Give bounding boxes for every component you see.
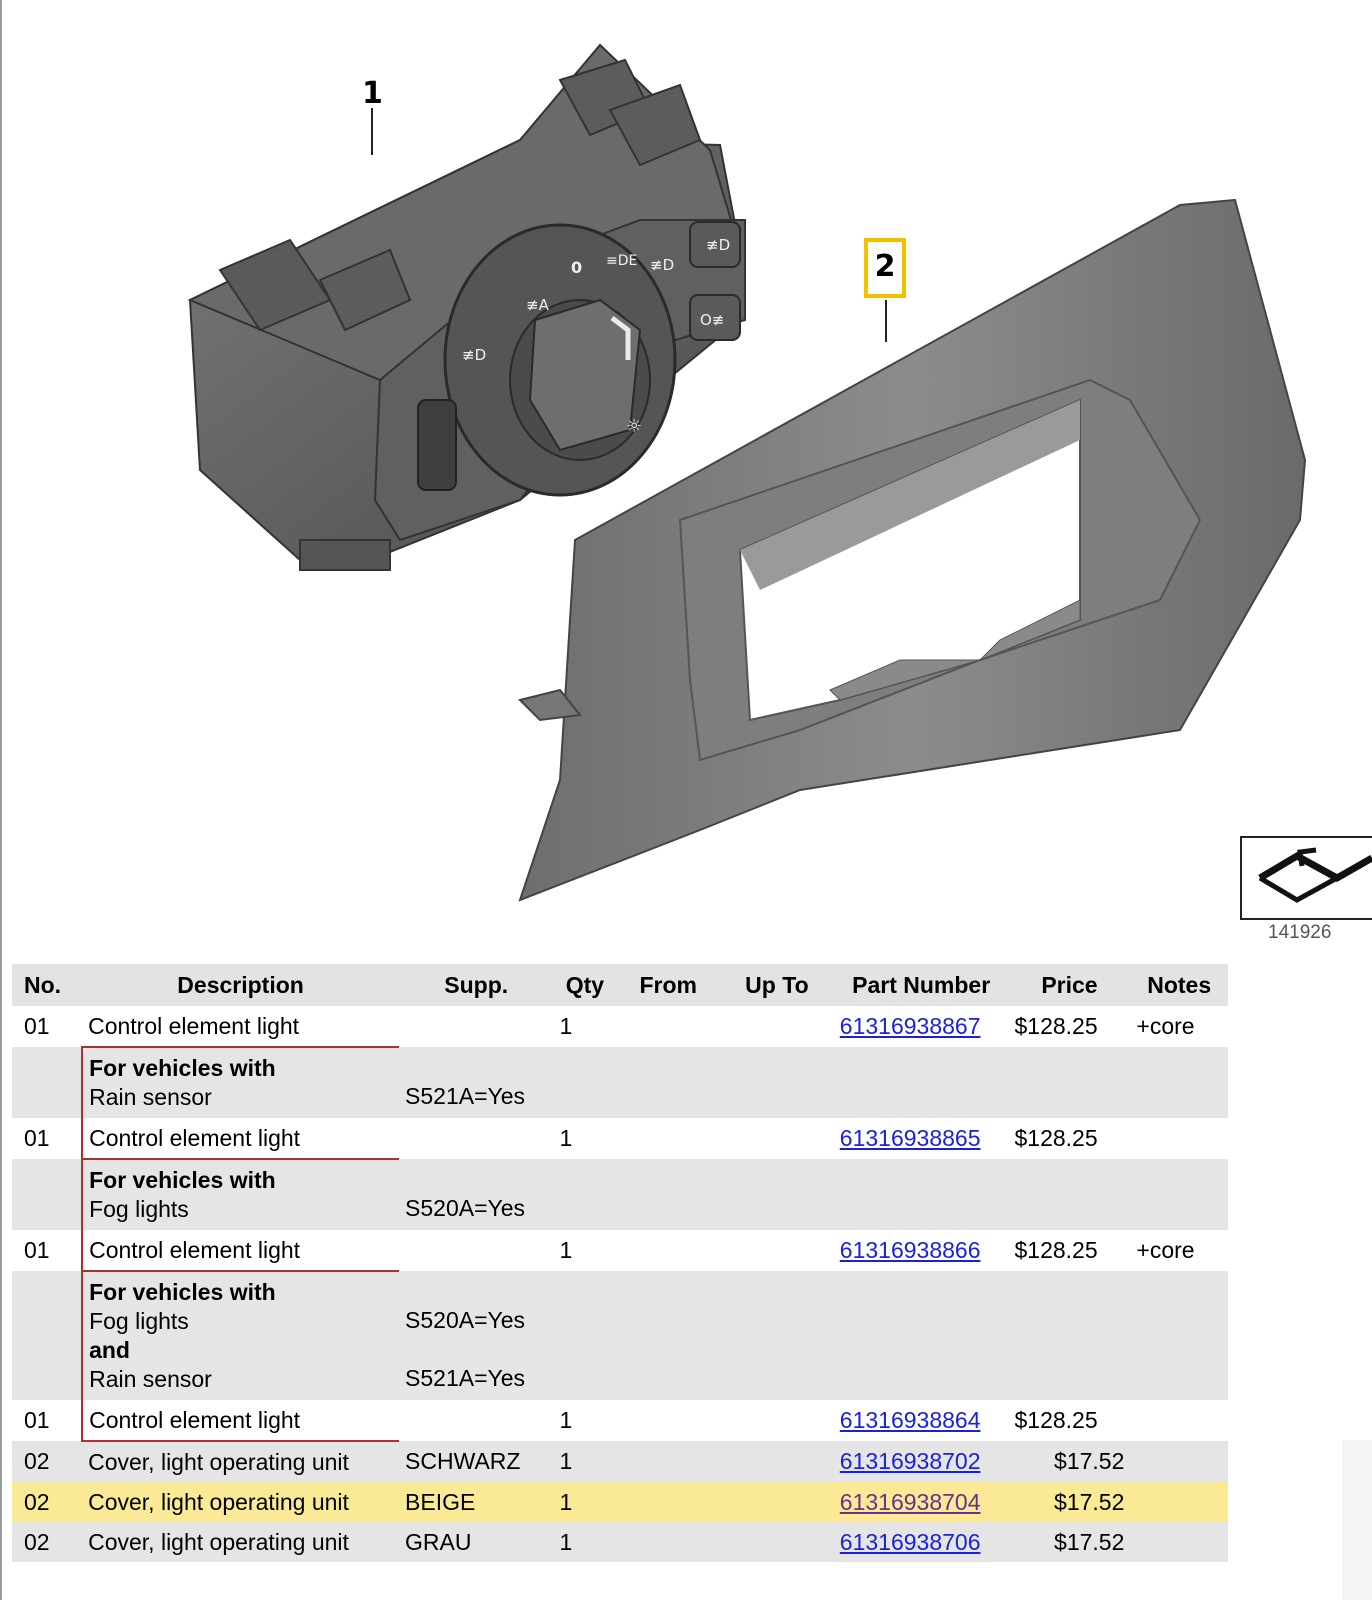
condition-feature: Rain sensor (89, 1084, 212, 1110)
condition-heading: For vehicles with (89, 1279, 276, 1305)
condition-code: S520A=Yes (405, 1307, 526, 1333)
cell-notes (1130, 1522, 1228, 1562)
cell-price: $17.52 (1009, 1441, 1131, 1482)
cell-part-number (834, 1441, 1009, 1482)
cell-description: Cover, light operating unit (82, 1482, 399, 1522)
cell-supp (399, 1230, 553, 1271)
low-beam-icon: ≢D (650, 256, 675, 274)
cell-notes (1130, 1118, 1228, 1159)
cell-part-number (834, 1230, 1009, 1271)
cell-from (616, 1400, 720, 1441)
switch-position-zero-label: 0 (571, 258, 583, 277)
cell-notes (1130, 1482, 1228, 1522)
cell-qty: 1 (553, 1441, 616, 1482)
cell-description: Cover, light operating unit (82, 1441, 399, 1482)
cell-notes (1130, 1400, 1228, 1441)
condition-description (82, 1047, 399, 1118)
cell-part-number (834, 1118, 1009, 1159)
part-number-link[interactable]: 61316938867 (839, 1013, 981, 1039)
cell-up-to (720, 1400, 834, 1441)
condition-codes (399, 1047, 553, 1118)
cell-description: Control element light (82, 1118, 399, 1159)
part-number-link[interactable]: 61316938702 (839, 1448, 981, 1474)
cell-supp: SCHWARZ (399, 1441, 553, 1482)
cell-qty: 1 (553, 1522, 616, 1562)
condition-codes (399, 1271, 553, 1400)
condition-code: S520A=Yes (405, 1195, 526, 1221)
condition-feature: Fog lights (89, 1308, 189, 1334)
cell-qty: 1 (553, 1118, 616, 1159)
cell-price: $128.25 (1009, 1118, 1131, 1159)
condition-joiner: and (89, 1337, 130, 1363)
cell-up-to (720, 1441, 834, 1482)
cell-no: 02 (12, 1522, 82, 1562)
cell-supp (399, 1400, 553, 1441)
column-header-notes: Notes (1130, 964, 1228, 1006)
condition-feature: Fog lights (89, 1196, 189, 1222)
cell-price: $128.25 (1009, 1230, 1131, 1271)
cell-description: Cover, light operating unit (82, 1522, 399, 1562)
navigation-arrow-button[interactable] (1240, 836, 1372, 920)
column-header-supp: Supp. (399, 964, 553, 1006)
cell-part-number (834, 1006, 1009, 1047)
table-row-highlighted[interactable] (12, 1482, 1228, 1522)
cell-no: 02 (12, 1441, 82, 1482)
dimmer-icon: ☼ (626, 416, 643, 437)
side-panel-edge (1342, 1440, 1372, 1600)
part-number-link[interactable]: 61316938704 (839, 1488, 981, 1515)
cell-qty: 1 (553, 1230, 616, 1271)
cell-up-to (720, 1482, 834, 1522)
cell-price: $17.52 (1009, 1482, 1131, 1522)
condition-row (12, 1271, 1228, 1400)
cell-no: 02 (12, 1482, 82, 1522)
condition-code: S521A=Yes (405, 1365, 526, 1391)
fog-light-rear-icon: O≢ (700, 311, 725, 329)
table-row[interactable] (12, 1441, 1228, 1482)
cell-no: 01 (12, 1006, 82, 1047)
cell-notes (1130, 1441, 1228, 1482)
callout-2-highlighted[interactable]: 2 (864, 238, 906, 298)
column-header-up-to: Up To (720, 964, 834, 1006)
table-row[interactable] (12, 1400, 1228, 1441)
return-arrow-icon (1242, 838, 1372, 918)
cell-up-to (720, 1006, 834, 1047)
cell-part-number (834, 1482, 1009, 1522)
cell-up-to (720, 1230, 834, 1271)
table-header-row (12, 964, 1228, 1006)
cell-from (616, 1441, 720, 1482)
cell-from (616, 1118, 720, 1159)
cell-from (616, 1006, 720, 1047)
condition-code: S521A=Yes (405, 1083, 526, 1109)
part-number-link[interactable]: 61316938865 (839, 1125, 981, 1151)
cell-supp (399, 1118, 553, 1159)
cell-qty: 1 (553, 1400, 616, 1441)
cell-qty: 1 (553, 1482, 616, 1522)
cell-no: 01 (12, 1118, 82, 1159)
column-header-qty: Qty (553, 964, 616, 1006)
column-header-from: From (616, 964, 720, 1006)
cell-no: 01 (12, 1230, 82, 1271)
column-header-price: Price (1009, 964, 1131, 1006)
diagram-reference-id: 141926 (1268, 922, 1332, 943)
cell-qty: 1 (553, 1006, 616, 1047)
cell-supp: BEIGE (399, 1482, 553, 1522)
cell-description: Control element light (82, 1400, 399, 1441)
part-number-link[interactable]: 61316938866 (839, 1237, 981, 1263)
cell-notes: +core (1130, 1006, 1228, 1047)
table-row[interactable] (12, 1522, 1228, 1562)
condition-row (12, 1159, 1228, 1230)
parts-table (12, 964, 1228, 1562)
part-number-link[interactable]: 61316938706 (839, 1528, 981, 1555)
column-header-part-number: Part Number (834, 964, 1009, 1006)
table-row[interactable] (12, 1118, 1228, 1159)
cell-from (616, 1522, 720, 1562)
condition-heading: For vehicles with (89, 1055, 276, 1081)
condition-description (82, 1159, 399, 1230)
table-row[interactable] (12, 1230, 1228, 1271)
condition-row (12, 1047, 1228, 1118)
cell-description: Control element light (82, 1006, 399, 1047)
headlight-icon: ≢D (462, 346, 487, 364)
parking-light-icon: ≡DE (606, 253, 638, 269)
part-number-link[interactable]: 61316938864 (839, 1407, 981, 1433)
condition-description (82, 1271, 399, 1400)
table-row[interactable] (12, 1006, 1228, 1047)
cell-notes: +core (1130, 1230, 1228, 1271)
callout-1[interactable]: 1 (362, 76, 383, 111)
cell-from (616, 1230, 720, 1271)
condition-codes (399, 1159, 553, 1230)
cell-part-number (834, 1400, 1009, 1441)
cell-price: $128.25 (1009, 1400, 1131, 1441)
cell-price: $17.52 (1009, 1522, 1131, 1562)
cell-supp (399, 1006, 553, 1047)
cell-no: 01 (12, 1400, 82, 1441)
condition-feature: Rain sensor (89, 1366, 212, 1392)
condition-heading: For vehicles with (89, 1167, 276, 1193)
column-header-no: No. (12, 964, 82, 1006)
cell-up-to (720, 1522, 834, 1562)
column-header-description: Description (82, 964, 399, 1006)
cell-part-number (834, 1522, 1009, 1562)
cell-description: Control element light (82, 1230, 399, 1271)
cell-up-to (720, 1118, 834, 1159)
cell-supp: GRAU (399, 1522, 553, 1562)
fog-light-front-icon: ≢D (706, 236, 731, 254)
auto-light-icon: ≢A (526, 296, 549, 314)
cell-from (616, 1482, 720, 1522)
cell-price: $128.25 (1009, 1006, 1131, 1047)
